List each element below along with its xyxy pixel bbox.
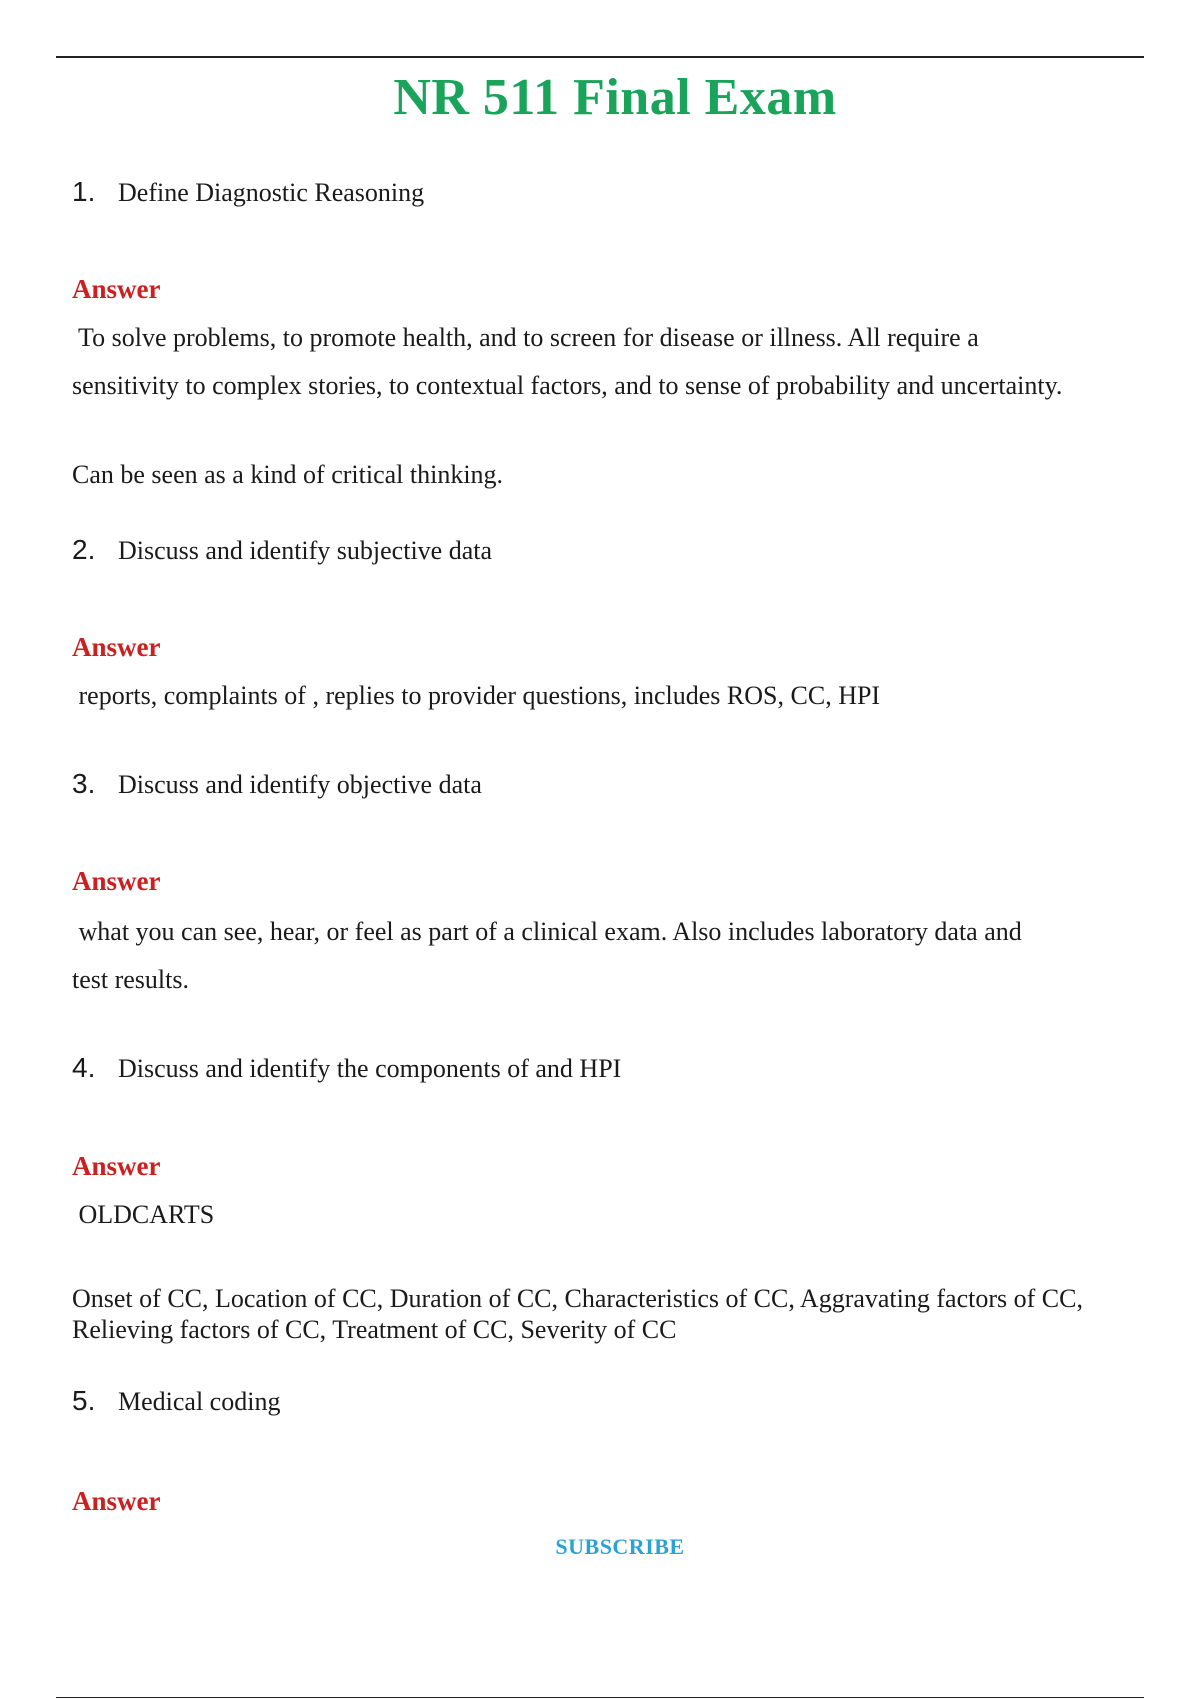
answer-line: sensitivity to complex stories, to contextual factors, and to sense of probability and uncertainty.	[72, 371, 1063, 400]
answer-text	[72, 908, 1022, 1004]
question-1	[72, 176, 424, 208]
question-text: Discuss and identify subjective data	[118, 536, 493, 565]
question-number: 4.	[72, 1052, 96, 1083]
question-4	[72, 1052, 621, 1084]
answer-line: To solve problems, to promote health, and to screen for disease or illness. All require a	[72, 323, 979, 352]
bottom-rule	[56, 1697, 1144, 1698]
answer-extra-line: Onset of CC, Location of CC, Duration of CC, Characteristics of CC, Aggravating factors of CC,	[72, 1284, 1083, 1313]
question-number: 2.	[72, 534, 96, 565]
question-number: 5.	[72, 1385, 96, 1416]
answer-line: OLDCARTS	[72, 1200, 215, 1229]
question-3	[72, 768, 482, 800]
question-number: 1.	[72, 176, 96, 207]
answer-line: reports, complaints of , replies to provider questions, includes ROS, CC, HPI	[72, 681, 881, 710]
question-number: 3.	[72, 768, 96, 799]
answer-text	[72, 1191, 214, 1239]
question-text: Medical coding	[118, 1387, 281, 1416]
answer-extra: Can be seen as a kind of critical thinking.	[72, 460, 504, 489]
answer-line: what you can see, hear, or feel as part of a clinical exam. Also includes laboratory data and	[72, 917, 1022, 946]
question-text: Discuss and identify the components of and HPI	[118, 1054, 622, 1083]
answer-label: Answer	[72, 866, 161, 896]
top-rule	[56, 56, 1144, 58]
answer-label: Answer	[72, 632, 161, 662]
page-title: NR 511 Final Exam	[393, 69, 837, 126]
question-text: Define Diagnostic Reasoning	[118, 178, 425, 207]
answer-text	[72, 672, 880, 720]
answer-extra	[72, 1283, 1083, 1345]
answer-extra-line: Relieving factors of CC, Treatment of CC, Severity of CC	[72, 1315, 677, 1344]
question-2	[72, 534, 492, 566]
answer-line: test results.	[72, 965, 189, 994]
subscribe-link[interactable]: SUBSCRIBE	[555, 1534, 685, 1559]
question-5	[72, 1385, 280, 1417]
answer-text	[72, 314, 1062, 410]
answer-label: Answer	[72, 1486, 161, 1516]
question-text: Discuss and identify objective data	[118, 770, 482, 799]
answer-label: Answer	[72, 274, 161, 304]
answer-label: Answer	[72, 1151, 161, 1181]
